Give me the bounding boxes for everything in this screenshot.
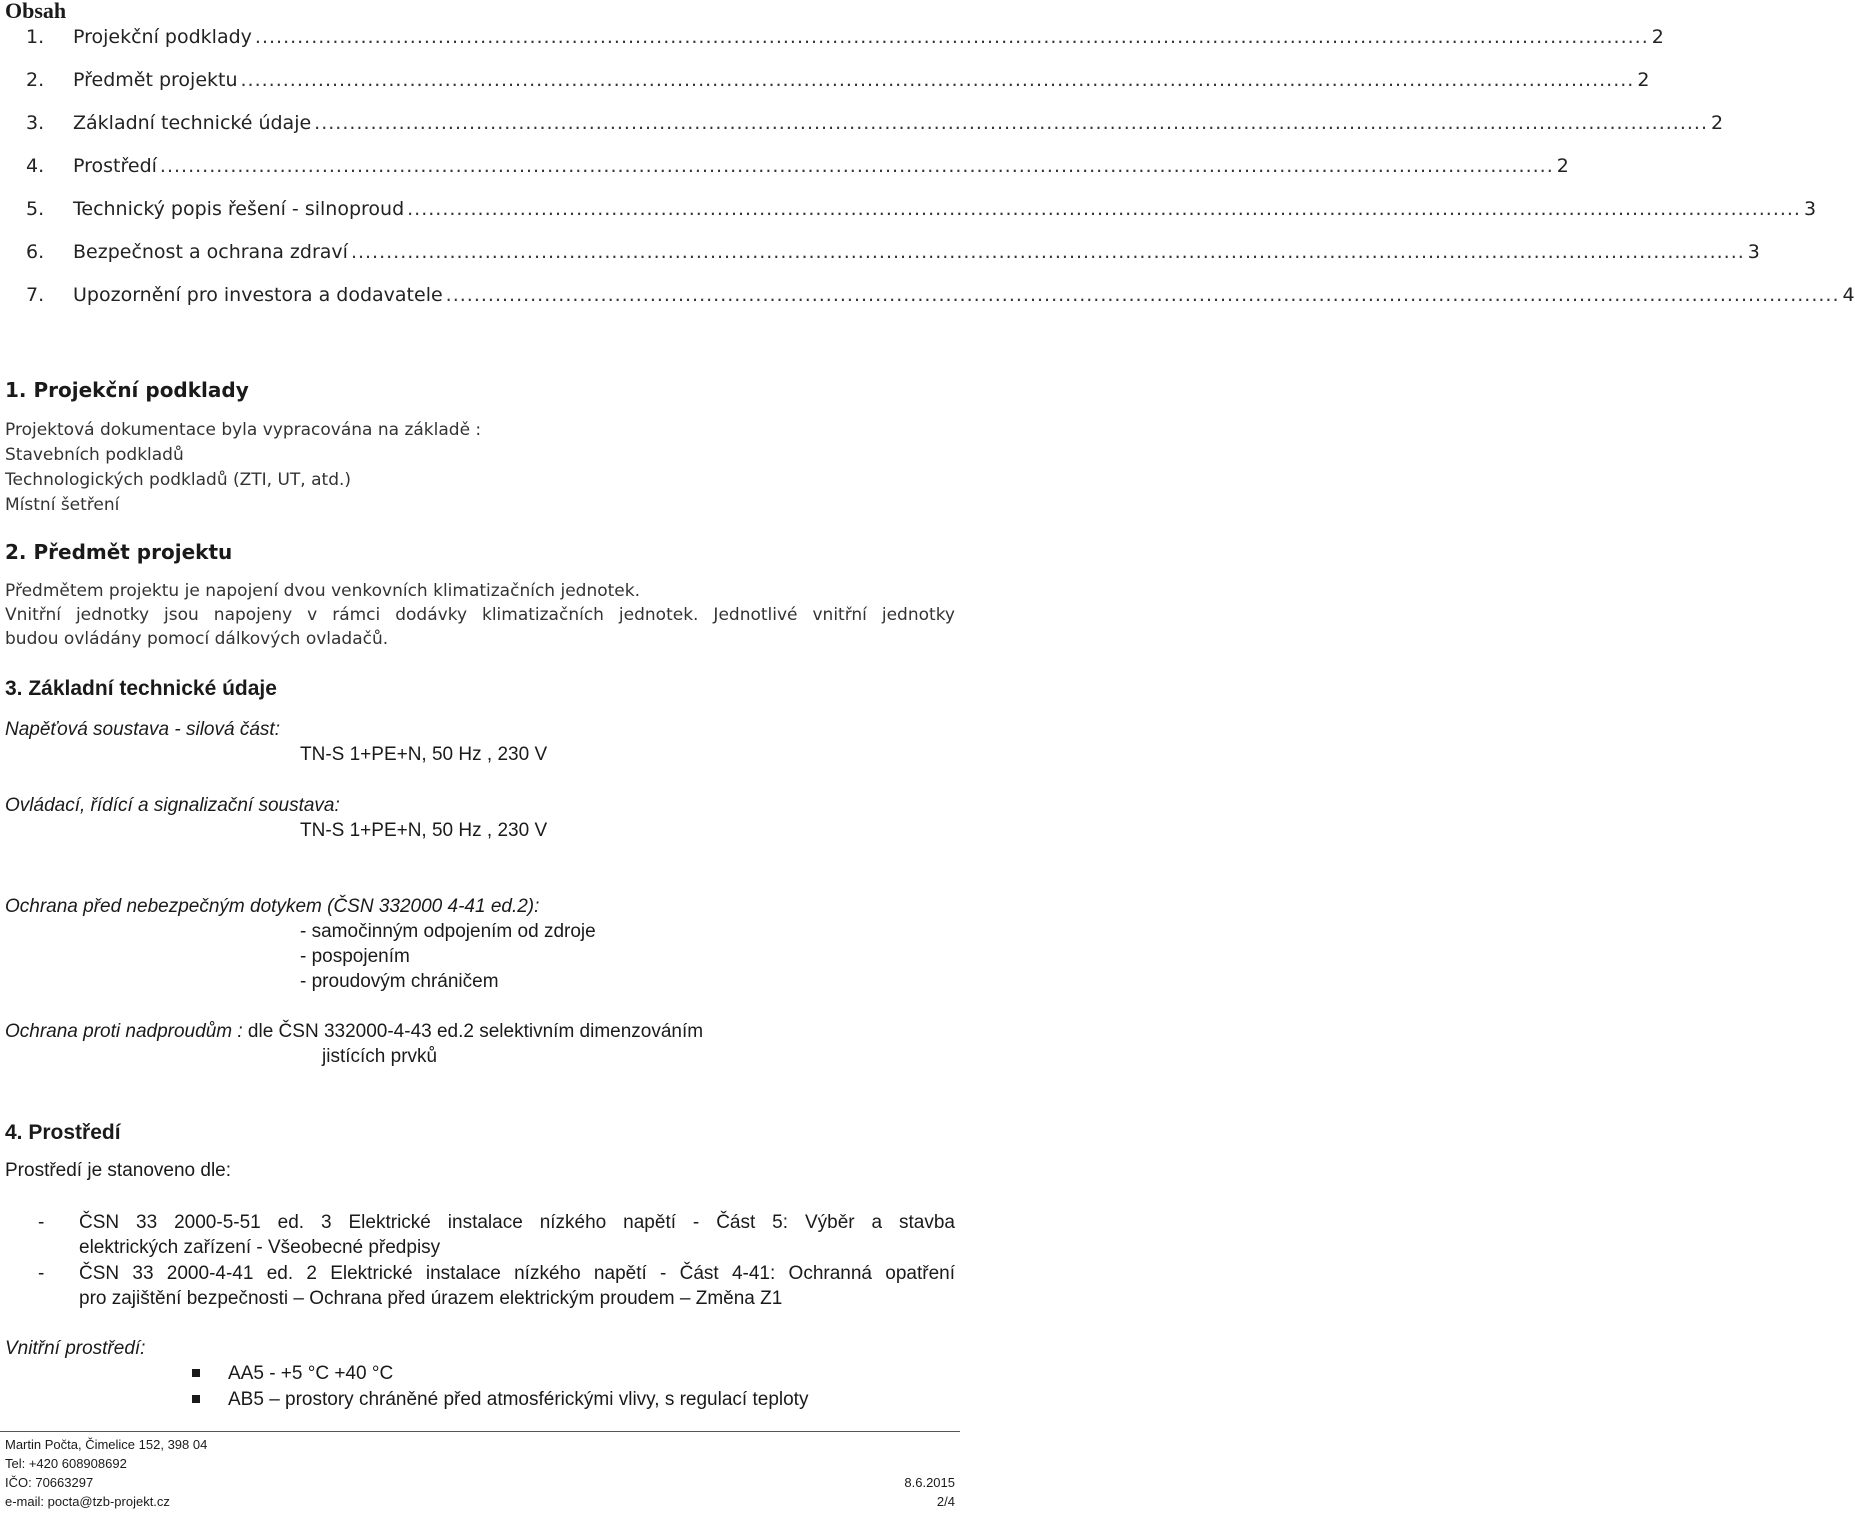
- shock-protection-item: - proudovým chráničem: [300, 971, 499, 992]
- section-1-line: Technologických podkladů (ZTI, UT, atd.): [5, 470, 352, 490]
- toc-entry-page: 2: [1711, 112, 1724, 134]
- standard-2-line: ČSN 33 2000-4-41 ed. 2 Elektrické instalace nízkého napětí - Část 4-41: Ochranná opatření: [79, 1263, 955, 1284]
- toc-entry[interactable]: [26, 284, 1855, 312]
- toc-entry-text: Projekční podklady: [73, 26, 252, 48]
- toc-entry-page: 2: [1556, 155, 1569, 177]
- list-dash: -: [38, 1212, 45, 1233]
- power-system-label: Napěťová soustava - silová část:: [5, 719, 280, 740]
- toc-leader-dots: ......................................................................................................................................................................................................: [350, 241, 1745, 263]
- control-system-value: TN-S 1+PE+N, 50 Hz , 230 V: [300, 820, 548, 841]
- toc-entry-number: 7.: [26, 284, 45, 306]
- section-3-heading: 3. Základní technické údaje: [5, 677, 277, 700]
- toc-entry-text: Prostředí: [73, 155, 157, 177]
- overcurrent-protection-value-cont: jistících prvků: [322, 1046, 438, 1067]
- shock-protection-item: - pospojením: [300, 946, 410, 967]
- power-system-value: TN-S 1+PE+N, 50 Hz , 230 V: [300, 744, 548, 765]
- list-dash: -: [38, 1263, 45, 1284]
- section-2-paragraph-line: Vnitřní jednotky jsou napojeny v rámci dodávky klimatizačních jednotek. Jednotlivé vnitřní jednotky: [5, 605, 955, 625]
- footer-tel: Tel: +420 608908692: [5, 1456, 127, 1471]
- toc-entry-number: 1.: [26, 26, 45, 48]
- overcurrent-protection-value: dle ČSN 332000-4-43 ed.2 selektivním dimenzováním: [247, 1021, 704, 1042]
- toc-title: Obsah: [5, 0, 67, 23]
- standard-2-line: pro zajištění bezpečnosti – Ochrana před úrazem elektrickým proudem – Změna Z1: [79, 1288, 783, 1309]
- toc-entry-number: 4.: [26, 155, 45, 177]
- footer-email[interactable]: e-mail: pocta@tzb-projekt.cz: [5, 1494, 170, 1509]
- footer-date: 8.6.2015: [904, 1475, 955, 1490]
- overcurrent-protection-label: Ochrana proti nadproudům :: [5, 1021, 243, 1042]
- footer-ico: IČO: 70663297: [5, 1475, 94, 1490]
- toc-entry-page: 3: [1747, 241, 1760, 263]
- shock-protection-label: Ochrana před nebezpečným dotykem (ČSN 332000 4-41 ed.2):: [5, 896, 540, 917]
- toc-entry[interactable]: [26, 198, 1817, 226]
- shock-protection-item: - samočinným odpojením od zdroje: [300, 921, 596, 942]
- standard-1-line: ČSN 33 2000-5-51 ed. 3 Elektrické instalace nízkého napětí - Část 5: Výběr a stavba: [79, 1212, 955, 1233]
- toc-entry[interactable]: [26, 112, 1724, 140]
- footer-page-number: 2/4: [936, 1494, 955, 1509]
- toc-entry-text: Upozornění pro investora a dodavatele: [73, 284, 443, 306]
- footer-divider: [0, 1431, 960, 1432]
- toc-entry-number: 3.: [26, 112, 45, 134]
- inner-environment-item: AB5 – prostory chráněné před atmosférickými vlivy, s regulací teploty: [228, 1389, 809, 1410]
- toc-entry-page: 3: [1803, 198, 1817, 220]
- toc-leader-dots: ......................................................................................................................................................................................................: [445, 284, 1840, 306]
- toc-entry-page: 4: [1842, 284, 1855, 306]
- toc-entry-number: 6.: [26, 241, 45, 263]
- toc-leader-dots: ......................................................................................................................................................................................................: [407, 198, 1801, 220]
- toc-entry[interactable]: [26, 241, 1760, 269]
- toc-leader-dots: ......................................................................................................................................................................................................: [314, 112, 1709, 134]
- section-2-paragraph-line: Předmětem projektu je napojení dvou venkovních klimatizačních jednotek.: [5, 581, 640, 601]
- toc-entry-page: 2: [1637, 69, 1650, 91]
- toc-entry-text: Základní technické údaje: [73, 112, 312, 134]
- standard-1-line: elektrických zařízení - Všeobecné předpisy: [79, 1237, 441, 1258]
- inner-environment-item: AA5 - +5 °C +40 °C: [228, 1363, 394, 1384]
- footer-author: Martin Počta, Čimelice 152, 398 04: [5, 1437, 208, 1452]
- toc-leader-dots: ......................................................................................................................................................................................................: [254, 26, 1649, 48]
- environment-intro: Prostředí je stanoveno dle:: [5, 1160, 232, 1181]
- toc-entry-text: Předmět projektu: [73, 69, 238, 91]
- square-bullet-icon: [192, 1395, 200, 1403]
- section-1-heading: 1. Projekční podklady: [5, 378, 249, 402]
- toc-entry[interactable]: [26, 69, 1650, 97]
- inner-environment-label: Vnitřní prostředí:: [5, 1338, 146, 1359]
- section-1-line: Stavebních podkladů: [5, 445, 184, 465]
- section-2-heading: 2. Předmět projektu: [5, 540, 233, 564]
- square-bullet-icon: [192, 1369, 200, 1377]
- toc-entry-number: 2.: [26, 69, 45, 91]
- overcurrent-protection: [5, 1021, 703, 1043]
- control-system-label: Ovládací, řídící a signalizační soustava:: [5, 795, 340, 816]
- toc-entry[interactable]: [26, 26, 1664, 54]
- toc-entry[interactable]: [26, 155, 1569, 183]
- toc-entry-page: 2: [1651, 26, 1664, 48]
- section-1-line: Projektová dokumentace byla vypracována na základě :: [5, 420, 482, 440]
- section-4-heading: 4. Prostředí: [5, 1121, 121, 1144]
- toc-entry-text: Bezpečnost a ochrana zdraví: [73, 241, 348, 263]
- section-2-paragraph-line: budou ovládány pomocí dálkových ovladačů.: [5, 629, 389, 649]
- toc-entry-number: 5.: [26, 198, 45, 220]
- toc-entry-text: Technický popis řešení - silnoproud: [73, 198, 405, 220]
- section-1-line: Místní šetření: [5, 495, 120, 515]
- toc-leader-dots: ......................................................................................................................................................................................................: [159, 155, 1554, 177]
- toc-leader-dots: ......................................................................................................................................................................................................: [240, 69, 1635, 91]
